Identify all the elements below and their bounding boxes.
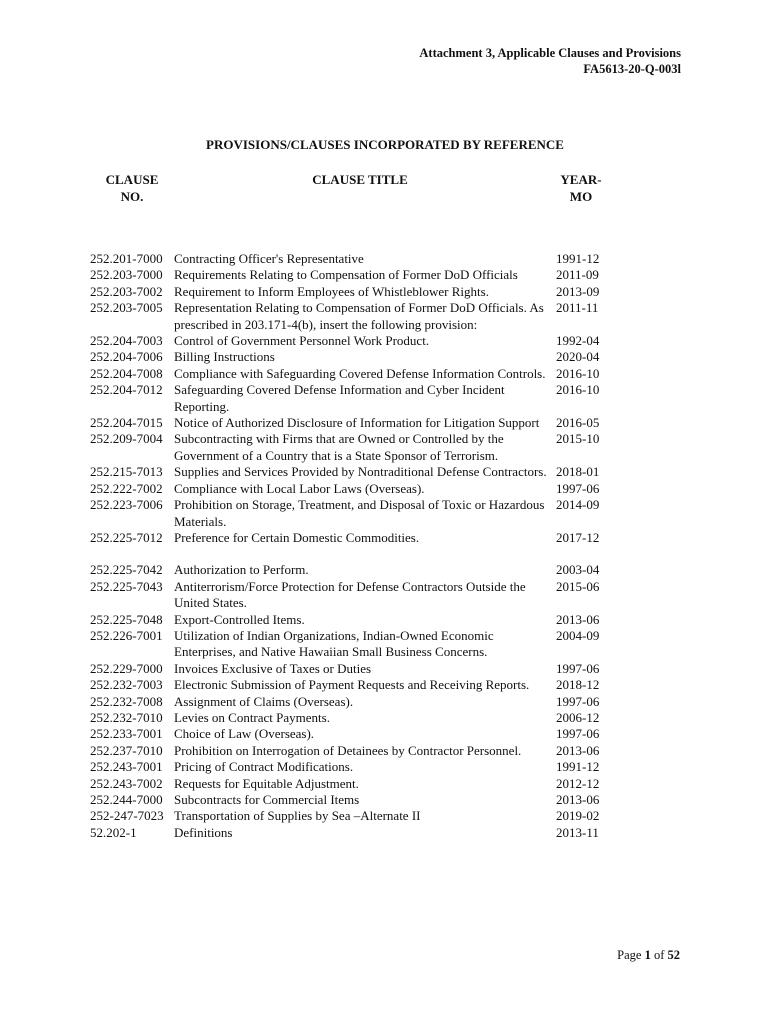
clause-year: 1997-06 — [556, 480, 600, 496]
clause-title: Contracting Officer's Representative — [174, 251, 364, 266]
clause-number: 252.204-7008 — [90, 365, 163, 381]
column-header-clause-no — [100, 171, 164, 205]
clause-title: Electronic Submission of Payment Requests and Receiving Reports. — [174, 677, 530, 693]
clause-title: Choice of Law (Overseas). — [174, 726, 315, 742]
solicitation-number: FA5613-20-Q-003l — [583, 62, 681, 76]
attachment-title: Attachment 3, Applicable Clauses and Provisions — [419, 46, 681, 60]
clause-year: 2013-06 — [556, 611, 600, 627]
clause-number: 252.201-7000 — [90, 251, 163, 266]
clause-title: Invoices Exclusive of Taxes or Duties — [174, 660, 372, 676]
page-label: Page — [617, 948, 642, 962]
table-row — [90, 776, 690, 792]
clause-year: 2018-01 — [556, 464, 600, 480]
table-row — [90, 464, 690, 480]
clause-year: 1997-06 — [556, 726, 600, 742]
clause-number: 252.203-7002 — [90, 283, 163, 299]
clause-title: Antiterrorism/Force Protection for Defense Contractors Outside the United States. — [174, 578, 526, 611]
clause-title: Preference for Certain Domestic Commodities. — [174, 529, 420, 545]
clause-year: 1992-04 — [556, 333, 600, 349]
clause-year: 1997-06 — [556, 693, 600, 709]
page-total: 52 — [667, 948, 680, 962]
clause-table — [90, 251, 690, 841]
table-row — [90, 366, 690, 382]
clause-number: 252.225-7048 — [90, 611, 163, 627]
clause-number: 252.232-7010 — [90, 709, 163, 725]
column-header-year-line1: YEAR- — [560, 172, 602, 187]
clause-number: 252.226-7001 — [90, 627, 163, 643]
clause-year: 2015-06 — [556, 578, 600, 594]
clause-number: 52.202-1 — [90, 824, 137, 840]
clause-number: 252-247-7023 — [90, 808, 164, 824]
clause-number: 252.209-7004 — [90, 431, 163, 447]
column-header-year-line2: MO — [569, 189, 593, 204]
clause-year: 2016-10 — [556, 382, 600, 398]
clause-title: Prohibition on Storage, Treatment, and Disposal of Toxic or Hazardous Materials. — [174, 497, 545, 529]
clause-number: 252.223-7006 — [90, 497, 163, 513]
clause-number: 252.229-7000 — [90, 660, 163, 676]
clause-title: Requirements Relating to Compensation of Former DoD Officials — [174, 267, 518, 283]
table-row — [90, 415, 690, 431]
clause-title: Subcontracting with Firms that are Owned or Controlled by the Government of a Country that is a State Sponsor of Terrorism. — [174, 431, 504, 463]
clause-title: Prohibition on Interrogation of Detainees by Contractor Personnel. — [174, 742, 522, 758]
clause-year: 1991-12 — [556, 759, 600, 775]
table-row — [90, 382, 690, 415]
clause-year: 2011-09 — [556, 267, 599, 283]
table-row — [90, 284, 690, 300]
clause-title: Safeguarding Covered Defense Information and Cyber Incident Reporting. — [174, 382, 505, 414]
clause-number: 252.233-7001 — [90, 726, 163, 742]
clause-number: 252.225-7012 — [90, 529, 163, 545]
page-title: PROVISIONS/CLAUSES INCORPORATED BY REFERENCE — [206, 137, 564, 152]
table-row — [90, 267, 690, 283]
clause-year: 2017-12 — [556, 529, 600, 545]
clause-title: Billing Instructions — [174, 349, 275, 365]
clause-title: Representation Relating to Compensation of Former DoD Officials. As prescribed in 203.171-4(b), insert the following provision: — [174, 300, 544, 332]
clause-year: 1991-12 — [556, 251, 600, 266]
clause-year: 2011-11 — [556, 300, 599, 316]
clause-year: 2016-10 — [556, 365, 600, 381]
table-row — [90, 349, 690, 365]
clause-year: 2016-05 — [556, 415, 600, 431]
clause-title: Requirement to Inform Employees of Whistleblower Rights. — [174, 283, 489, 299]
table-row — [90, 431, 690, 464]
clause-title: Levies on Contract Payments. — [174, 709, 330, 725]
clause-year: 2013-11 — [556, 824, 599, 840]
column-header-clause-no-line2: NO. — [120, 189, 144, 204]
clause-number: 252.243-7001 — [90, 759, 163, 775]
table-row — [90, 481, 690, 497]
clause-number: 252.204-7006 — [90, 349, 163, 365]
table-row — [90, 497, 690, 530]
page-current: 1 — [644, 948, 651, 962]
clause-title: Definitions — [174, 824, 233, 840]
clause-group-a — [90, 251, 690, 546]
table-row — [90, 694, 690, 710]
group-spacer — [90, 546, 690, 562]
table-row — [90, 530, 690, 546]
column-header-year-mo — [553, 171, 609, 205]
of-label: of — [653, 948, 665, 962]
clause-year: 2012-12 — [556, 775, 600, 791]
clause-number: 252.225-7042 — [90, 562, 163, 578]
clause-number: 252.237-7010 — [90, 742, 163, 758]
document-header — [419, 45, 681, 77]
clause-year: 2004-09 — [556, 627, 600, 643]
clause-number: 252.232-7008 — [90, 693, 163, 709]
clause-number: 252.232-7003 — [90, 677, 163, 693]
table-row — [90, 677, 690, 693]
clause-number: 252.203-7000 — [90, 267, 163, 283]
table-row — [90, 726, 690, 742]
clause-year: 2019-02 — [556, 808, 600, 824]
clause-number: 252.215-7013 — [90, 464, 163, 480]
clause-year: 2013-06 — [556, 742, 600, 758]
table-row — [90, 661, 690, 677]
table-row — [90, 808, 690, 824]
clause-number: 252.203-7005 — [90, 300, 163, 316]
clause-number: 252.225-7043 — [90, 578, 163, 594]
clause-title: Supplies and Services Provided by Nontraditional Defense Contractors. — [174, 464, 547, 480]
clause-number: 252.222-7002 — [90, 480, 163, 496]
clause-title: Transportation of Supplies by Sea –Alternate II — [174, 808, 421, 824]
clause-year: 2015-10 — [556, 431, 600, 447]
clause-title: Assignment of Claims (Overseas). — [174, 693, 354, 709]
table-row — [90, 300, 690, 333]
table-row — [90, 579, 690, 612]
table-row — [90, 825, 690, 841]
clause-number: 252.204-7003 — [90, 333, 163, 349]
page-footer — [617, 947, 680, 963]
table-row — [90, 710, 690, 726]
table-row — [90, 562, 690, 578]
clause-title: Compliance with Safeguarding Covered Defense Information Controls. — [174, 365, 546, 381]
clause-title: Pricing of Contract Modifications. — [174, 759, 354, 775]
table-row — [90, 628, 690, 661]
column-header-clause-title: CLAUSE TITLE — [312, 172, 408, 187]
table-row — [90, 792, 690, 808]
clause-title: Subcontracts for Commercial Items — [174, 792, 360, 807]
clause-title: Requests for Equitable Adjustment. — [174, 775, 359, 791]
clause-title: Authorization to Perform. — [174, 562, 309, 578]
clause-number: 252.204-7015 — [90, 415, 163, 431]
clause-number: 252.243-7002 — [90, 775, 163, 791]
column-header-clause-no-line1: CLAUSE — [105, 172, 159, 187]
table-row — [90, 759, 690, 775]
clause-title: Notice of Authorized Disclosure of Information for Litigation Support — [174, 415, 540, 431]
clause-number: 252.204-7012 — [90, 382, 163, 398]
clause-year: 2003-04 — [556, 562, 600, 578]
table-row — [90, 612, 690, 628]
clause-year: 1997-06 — [556, 660, 600, 676]
clause-year: 2006-12 — [556, 709, 600, 725]
clause-year: 2013-06 — [556, 792, 600, 807]
table-row — [90, 333, 690, 349]
clause-title: Utilization of Indian Organizations, Indian-Owned Economic Enterprises, and Native Hawaiian Small Business Concerns. — [174, 627, 494, 660]
clause-title: Export-Controlled Items. — [174, 611, 305, 627]
table-row — [90, 251, 690, 267]
clause-year: 2018-12 — [556, 677, 600, 693]
clause-year: 2020-04 — [556, 349, 600, 365]
clause-group-b — [90, 562, 690, 841]
clause-title: Compliance with Local Labor Laws (Overseas). — [174, 480, 425, 496]
clause-year: 2014-09 — [556, 497, 600, 513]
clause-number: 252.244-7000 — [90, 792, 163, 807]
table-row — [90, 743, 690, 759]
clause-year: 2013-09 — [556, 283, 600, 299]
clause-title: Control of Government Personnel Work Product. — [174, 333, 430, 349]
